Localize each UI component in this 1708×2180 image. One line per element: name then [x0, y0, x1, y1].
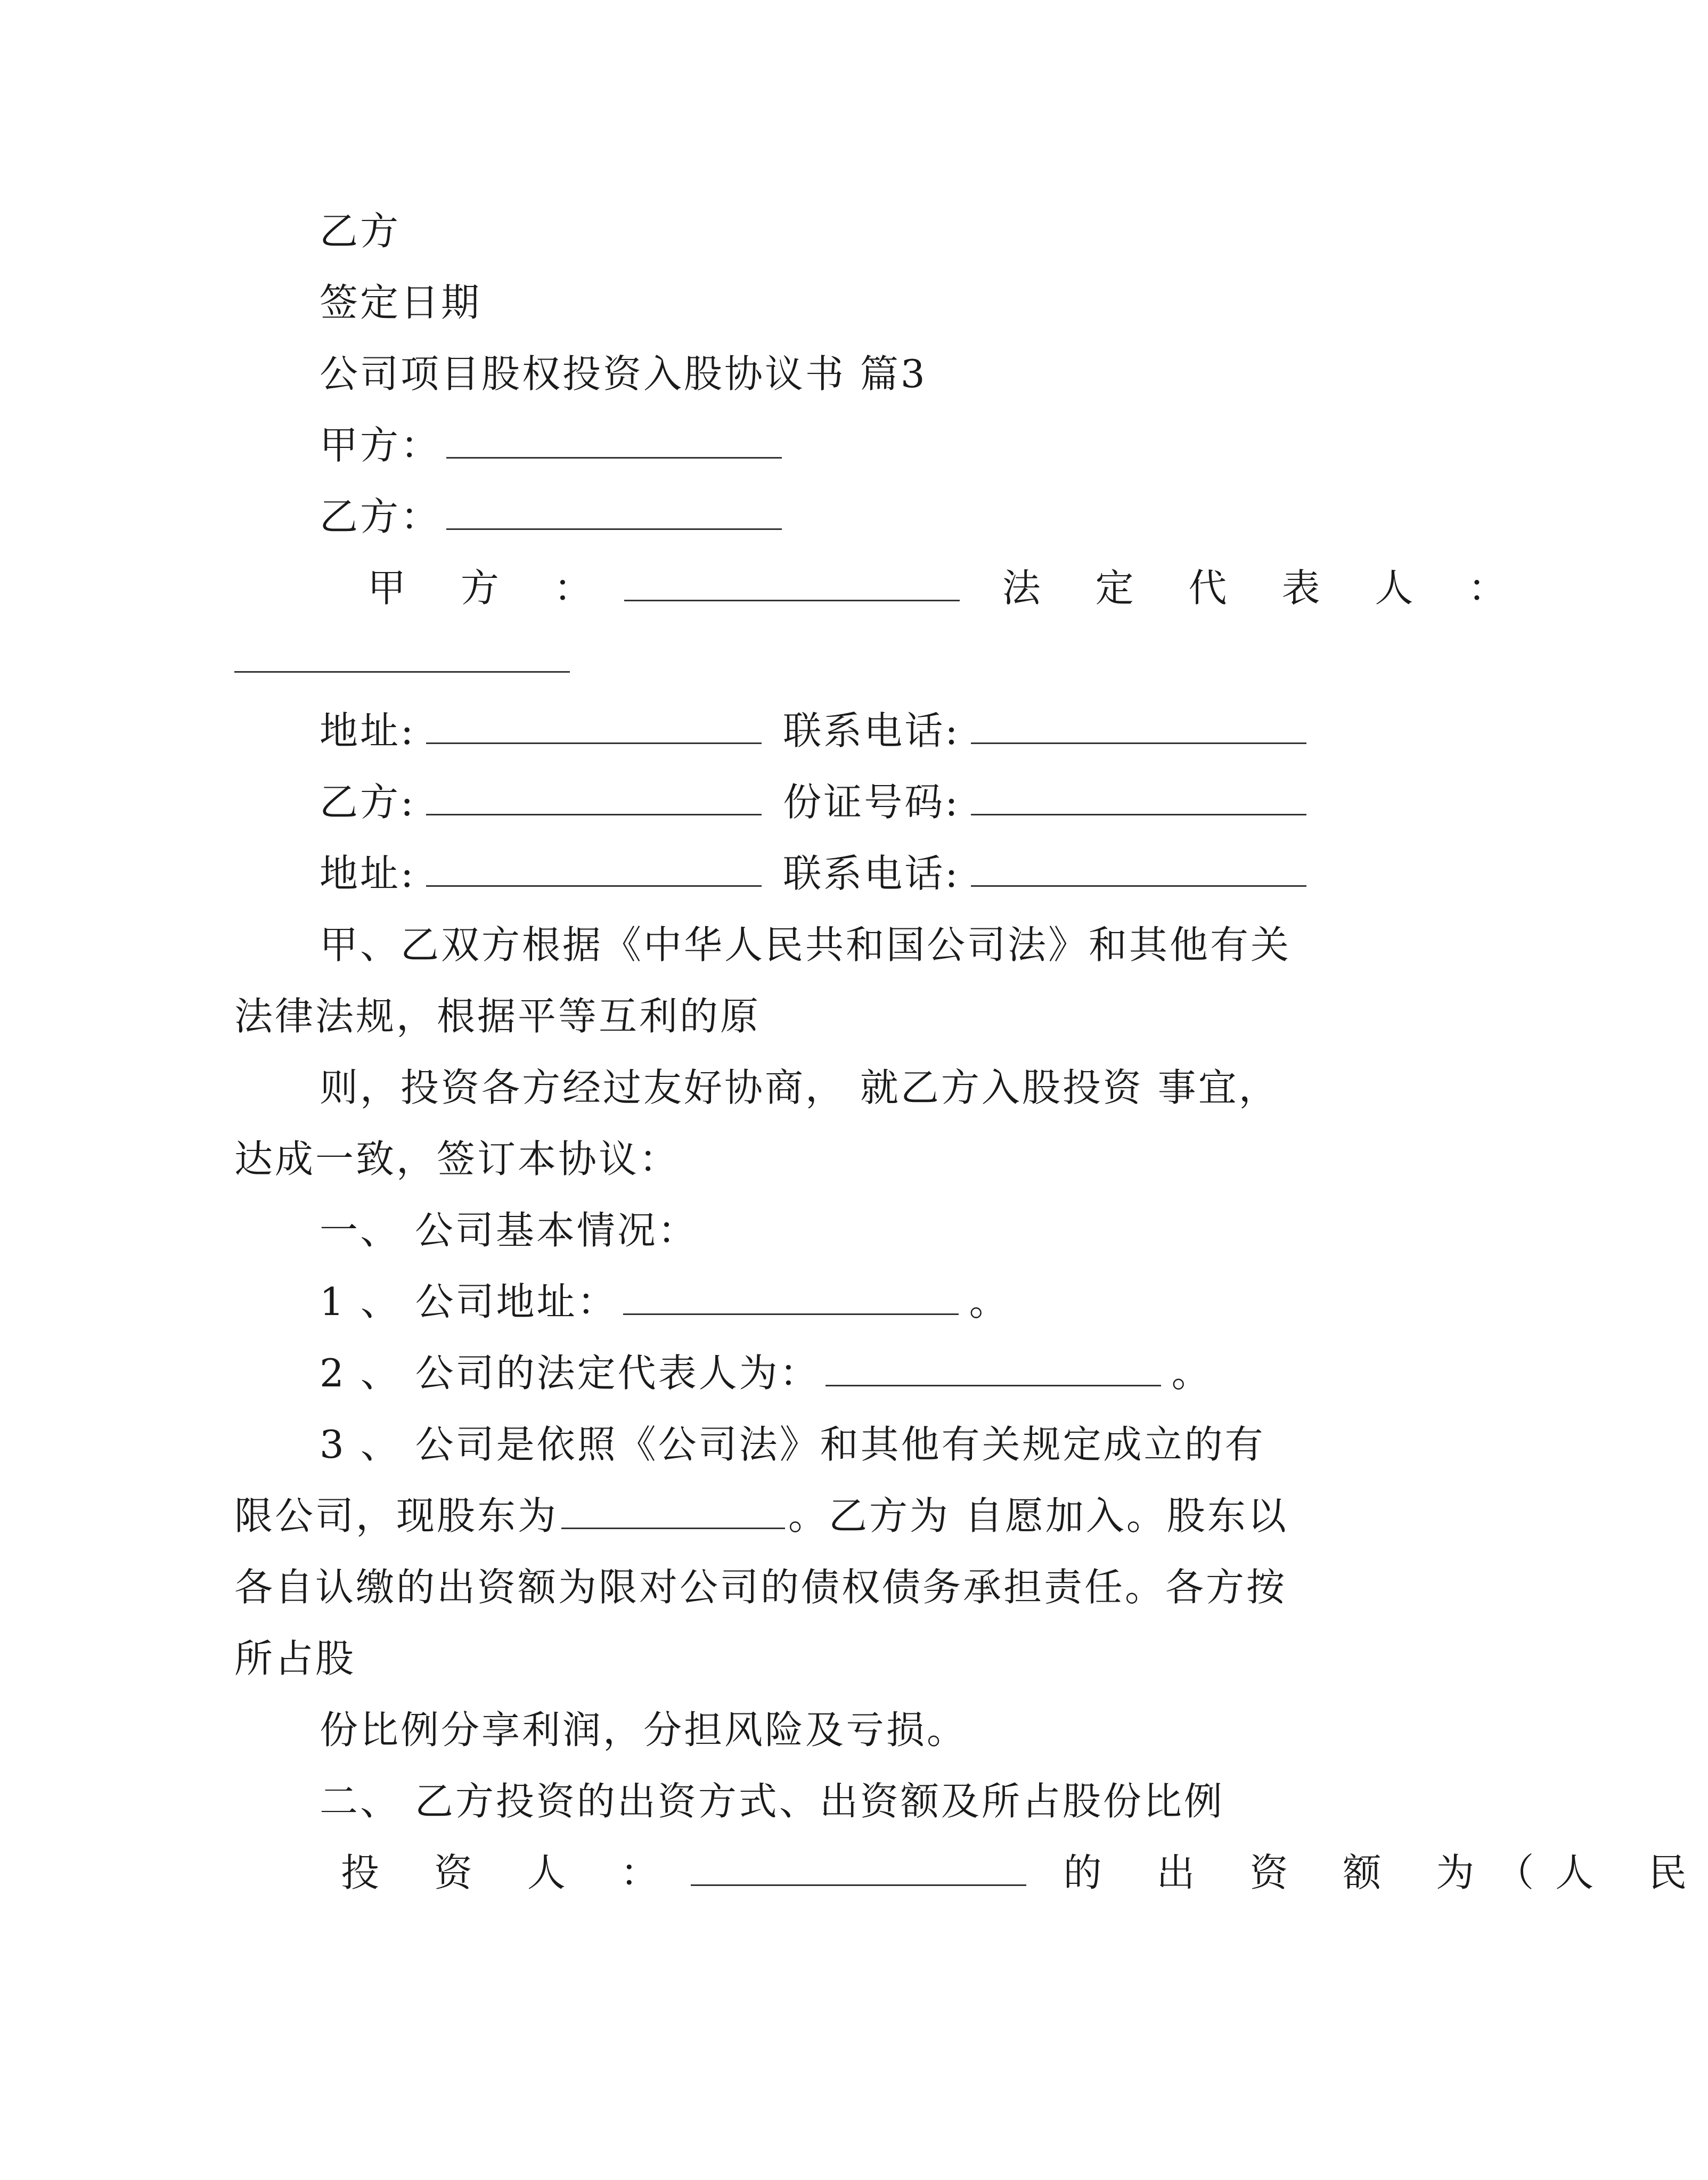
address-phone-line-2 — [320, 851, 1306, 896]
investor-line — [341, 1850, 1708, 1895]
blank-field — [623, 1309, 959, 1315]
item-3-line-1: 3 、 公司是依照《公司法》和其他有关规定成立的有 — [320, 1422, 1265, 1467]
item-1-line — [320, 1279, 1010, 1324]
heading-company-basics: 一、 公司基本情况： — [320, 1208, 698, 1253]
party-a-line — [320, 423, 782, 468]
blank-field — [426, 738, 762, 744]
blank-field — [826, 1381, 1161, 1386]
blank-field — [971, 881, 1306, 887]
section-title: 公司项目股权投资入股协议书 篇3 — [320, 352, 927, 396]
item-2-line — [320, 1351, 1212, 1395]
party-a-label: 甲方： — [320, 423, 442, 468]
party-b-label: 乙方 — [320, 209, 401, 254]
item-3-text-a: 限公司，现股东为 — [234, 1493, 559, 1538]
address-label: 地址: — [320, 708, 416, 753]
item-3-line-4: 所占股 — [234, 1636, 356, 1681]
period-mark-2: 。 — [1171, 1351, 1212, 1395]
paragraph-2-line-1: 则，投资各方经过友好协商， 就乙方入股投资 事宜， — [320, 1065, 1279, 1110]
item-3-line-2 — [234, 1493, 1288, 1538]
item-3-text-b: 。乙方为 自愿加入。股东以 — [788, 1493, 1288, 1538]
item-2-text: 2 、 公司的法定代表人为： — [320, 1351, 820, 1395]
item-1-text: 1 、 公司地址： — [320, 1279, 618, 1324]
paragraph-1-line-2: 法律法规，根据平等互利的原 — [234, 994, 761, 1039]
heading-investment: 二、 乙方投资的出资方式、出资额及所占股份比例 — [320, 1779, 1224, 1824]
signing-date-label: 签定日期 — [320, 280, 482, 325]
blank-field — [446, 524, 782, 530]
blank-field — [971, 738, 1306, 744]
address-phone-line-1 — [320, 708, 1306, 753]
item-3-line-3: 各自认缴的出资额为限对公司的债权债务承担责任。各方按 — [234, 1565, 1287, 1610]
id-number-label: 份证号码: — [783, 780, 960, 824]
blank-field — [691, 1880, 1026, 1886]
blank-field — [426, 810, 762, 815]
blank-field — [234, 667, 570, 673]
item-3-line-5: 份比例分享利润，分担风险及亏损。 — [320, 1708, 968, 1752]
paragraph-1-line-1: 甲、乙双方根据《中华人民共和国公司法》和其他有关 — [320, 922, 1292, 967]
party-b-label-2: 乙方： — [320, 494, 442, 539]
party-a-legal-rep-line — [367, 566, 1528, 610]
phone-label-2: 联系电话: — [783, 851, 960, 896]
legal-rep-blank-line — [234, 640, 570, 679]
blank-field — [624, 595, 960, 601]
blank-field — [426, 881, 762, 887]
investment-amount-text: 的 出 资 额 为（人 民 — [1063, 1850, 1708, 1895]
blank-field — [971, 810, 1306, 815]
investor-label: 投 资 人 ： — [341, 1850, 680, 1895]
party-b-label-4: 乙方: — [320, 780, 416, 824]
party-b-line — [320, 494, 782, 539]
blank-field — [561, 1523, 785, 1529]
legal-rep-label: 法 定 代 表 人 ： — [1002, 566, 1528, 610]
paragraph-2-line-2: 达成一致，签订本协议： — [234, 1137, 680, 1181]
phone-label: 联系电话: — [783, 708, 960, 753]
party-b-id-line — [320, 780, 1306, 824]
party-a-label-3: 甲 方 ： — [367, 566, 614, 610]
period-mark: 。 — [969, 1279, 1010, 1324]
address-label-2: 地址: — [320, 851, 416, 896]
blank-field — [446, 453, 782, 459]
